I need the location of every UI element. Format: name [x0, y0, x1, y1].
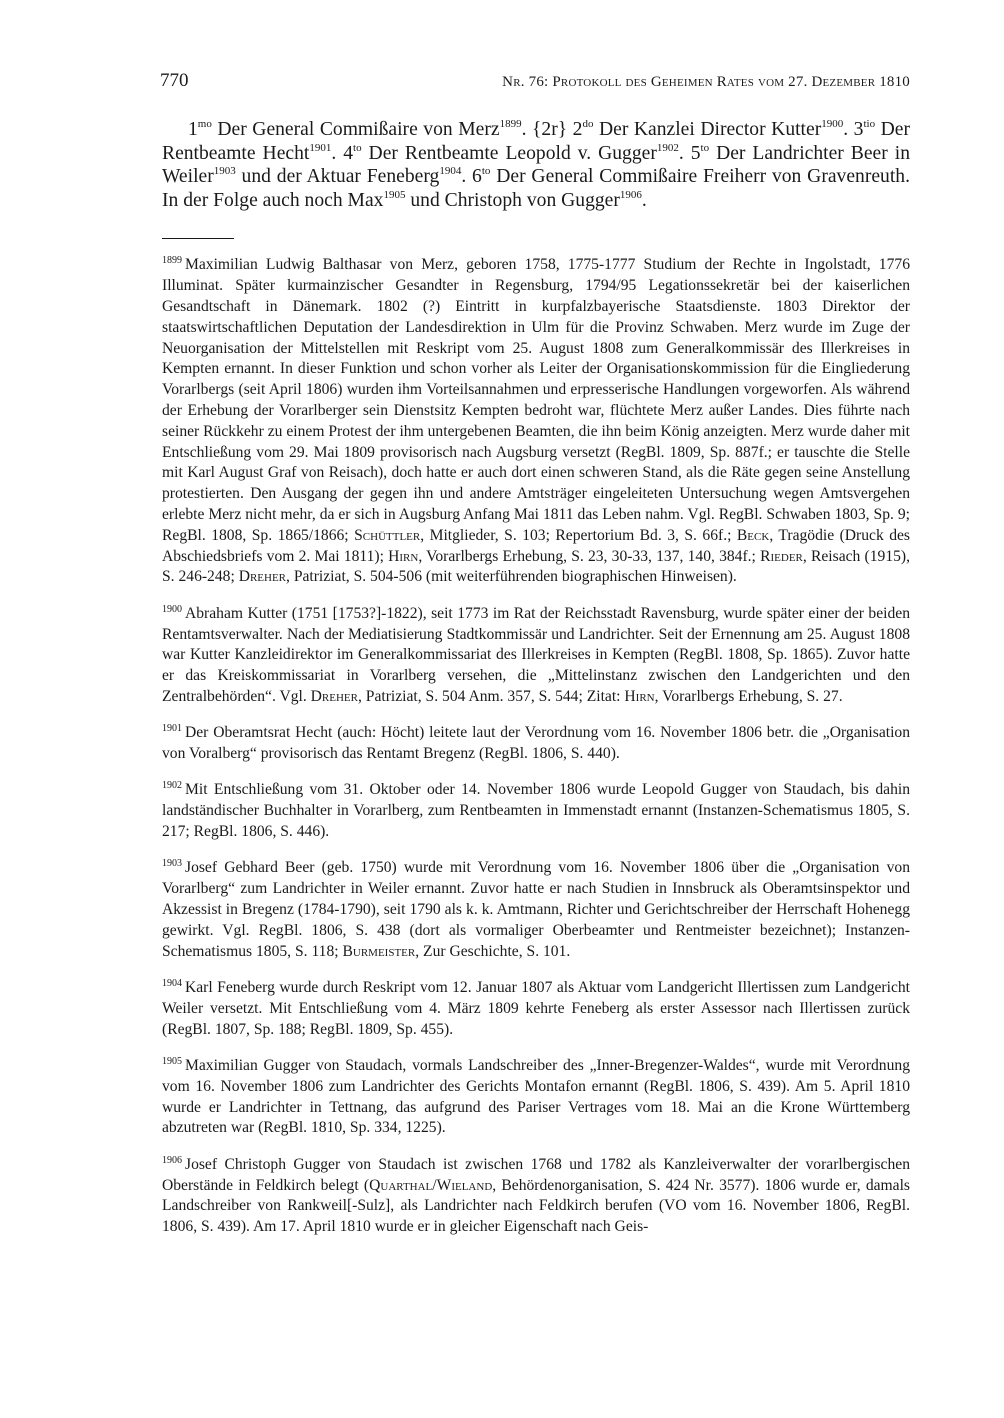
- main-text-segment: Der Kanzlei Director Kutter: [593, 119, 822, 140]
- main-text-segment: Der General Commißaire Freiherr von Gravenreuth. In der Folge auch noch Max: [162, 166, 910, 211]
- footnote-text: , Patriziat, S. 504-506 (mit weiterführenden biographischen Hinweisen).: [286, 568, 737, 586]
- footnote-1906: [162, 1155, 910, 1238]
- footnote-ref[interactable]: 1904: [439, 165, 462, 178]
- footnote-text: Josef Christoph Gugger von Staudach ist zwischen 1768 und 1782 als Kanzleiverwalter der vorarlbergischen Oberstände in Feldkirch belegt (: [162, 1155, 910, 1194]
- document-page: [162, 70, 910, 1243]
- ordinal-suffix: to: [353, 141, 362, 154]
- page-header: [162, 70, 910, 100]
- footnote-ref[interactable]: 1900: [821, 118, 844, 130]
- footnote-ref[interactable]: 1899: [499, 118, 522, 130]
- running-title: Nr. 76: Protokoll des Geheimen Rates vom 27. Dezember 1810: [502, 74, 910, 90]
- footnote-number: 1899: [162, 255, 182, 267]
- author-name: Quarthal/Wieland: [369, 1176, 493, 1194]
- footnote-number: 1900: [162, 603, 182, 615]
- footnote-ref[interactable]: 1903: [213, 165, 236, 178]
- main-text-segment: Der Rentbeamte Hecht: [162, 119, 910, 164]
- author-name: Rieder: [760, 547, 803, 565]
- footnote-text: , Vorarlbergs Erhebung, S. 27.: [654, 687, 843, 705]
- footnote-text: , Patriziat, S. 504 Anm. 357, S. 544; Zitat:: [358, 687, 625, 705]
- footnote-1900: [162, 604, 910, 708]
- footnote-ref[interactable]: 1902: [656, 141, 679, 154]
- footnote-number: 1904: [162, 978, 182, 990]
- main-text-ordinal: 1: [188, 119, 198, 140]
- main-paragraph: [162, 118, 910, 212]
- footnote-text: Josef Gebhard Beer (geb. 1750) wurde mit Verordnung vom 16. November 1806 über die „Organisation von Vorarlberg“ zum Landrichter in Weiler ernannt. Zuvor hatte er nach Studien in Innsbruck als Oberamtsinspektor und Akzessist in Bregenz (1784-1790), seit 1790 als k. k. Amtmann, Richter und Gerichtschreiber der Herrschaft Hohenegg gewirkt. Vgl. RegBl. 1806, S. 438 (dort als vormaliger Oberbeamter und Rentmeister bezeichnet); Instanzen-Schematismus 1805, S. 118;: [162, 859, 910, 960]
- ordinal-suffix: to: [700, 141, 710, 154]
- footnote-text: , Tragödie (Druck des Abschiedsbriefs vom 2. Mai 1811);: [162, 526, 911, 565]
- author-name: Dreher: [238, 568, 287, 586]
- main-text-segment: .: [641, 189, 647, 211]
- footnote-1903: [162, 858, 910, 962]
- footnote-text: Maximilian Ludwig Balthasar von Merz, geboren 1758, 1775-1777 Studium der Rechte in Ingolstadt, 1776 Illuminat. Später kurmainzischer Gesandter in Regensburg, 1794/95 Legationssekretär bei der kaiserlichen Gesandtschaft in Dänemark. 1802 (?) Eintritt in kurpfalzbayerische Staatsdienste. 1803 Direktor der staatswirtschaftlichen Deputation der Landesdirektion in Ulm für die Provinz Schwaben. Merz wurde im Zuge der Neuorganisation der Mittelstellen mit Reskript vom 25. August 1808 zum Generalkommissär des Illerkreises in Kempten ernannt. In dieser Funktion und schon vorher als Leiter der Organisationskommission für die Eingliederung Vorarlbergs (seit April 1806) wurden ihm Vorteilsannahmen und erpresserische Handlungen vorgeworfen. Als während der Erhebung der Vorarlberger sein Dienstsitz Kempten bedroht war, flüchtete Merz außer Landes. Dies führte nach seiner Rückkehr zu einem Protest der ihm untergebenen Beamten, die ihn beim König anzeigten. Merz wurde daher mit Entschließung vom 29. Mai 1809 provisorisch nach Augsburg versetzt (RegBl. 1809, Sp. 887f.; er tauschte die Stelle mit Karl August Graf von Reisach), doch hatte er auch dort einen schweren Stand, als die Räte gegen seine Anstellung protestierten. Den Ausgang der gegen ihn und andere Amtsträger eingeleiteten Untersuchung wegen Amtsvergehen erlebte Merz nicht mehr, da er sich in Augsburg Anfang Mai 1811 das Leben nahm. Vgl. RegBl. Schwaben 1803, Sp. 9; RegBl. 1808, Sp. 1865/1866;: [162, 256, 910, 544]
- main-text-segment: Der Landrichter Beer in Weiler: [162, 142, 910, 188]
- footnote-number: 1905: [162, 1056, 182, 1068]
- footnotes: [162, 255, 910, 1238]
- footnote-number: 1902: [162, 780, 182, 792]
- footnote-text: , Zur Geschichte, S. 101.: [415, 942, 571, 960]
- footnote-1904: [162, 978, 910, 1040]
- ordinal-suffix: to: [481, 165, 491, 178]
- footnote-ref[interactable]: 1905: [383, 188, 406, 201]
- footnote-text: , Mitglieder, S. 103; Repertorium Bd. 3, S. 66f.;: [420, 526, 737, 544]
- footnote-number: 1901: [162, 723, 182, 735]
- footnote-text: , Behördenorganisation, S. 424 Nr. 3577). 1806 wurde er, damals Landschreiber von Rankweil[-Sulz], als Landrichter nach Feldkirch berufen (VO vom 16. November 1806, RegBl. 1806, S. 439). Am 17. April 1810 wurde er in gleicher Eigenschaft nach Geis-: [162, 1176, 910, 1236]
- page-number: 770: [160, 70, 189, 91]
- main-text-segment: Der General Commißaire von Merz: [211, 119, 500, 140]
- ordinal-suffix: do: [582, 118, 594, 130]
- author-name: Schüttler: [354, 526, 421, 544]
- footnote-text: Abraham Kutter (1751 [1753?]-1822), seit 1773 im Rat der Reichsstadt Ravensburg, wurde später einer der beiden Rentamtsverwalter. Nach der Mediatisierung Stadtkommissär und Landrichter. Seit der Ernennung am 25. August 1808 war Kutter Kanzleidirektor im Generalkommissariat des Illerkreises in Kempten (RegBl. 1808, Sp. 1865). Zuvor hatte er das Kreiskommissariat in Vorarlberg versehen, die „Mittelinstanz zwischen den Landgerichten und den Zentralbehörden“. Vgl.: [162, 604, 910, 705]
- footnote-1901: [162, 723, 910, 765]
- main-text-segment: . 4: [331, 142, 354, 164]
- ordinal-suffix: tio: [863, 118, 876, 130]
- ordinal-suffix: mo: [197, 118, 212, 130]
- main-text-segment: und Christoph von Gugger: [405, 189, 620, 211]
- footnote-ref[interactable]: 1901: [309, 141, 332, 154]
- footnote-text: Der Oberamtsrat Hecht (auch: Höcht) leitete laut der Verordnung vom 16. November 1806 betr. die „Organisation von Voralberg“ provisorisch das Rentamt Bregenz (RegBl. 1806, S. 440).: [162, 724, 910, 763]
- footnote-separator: [162, 238, 234, 239]
- author-name: Beck: [736, 526, 770, 544]
- author-name: Dreher: [310, 687, 358, 705]
- footnote-text: , Vorarlbergs Erhebung, S. 23, 30-33, 137, 140, 384f.;: [418, 547, 761, 565]
- footnote-text: Mit Entschließung vom 31. Oktober oder 14. November 1806 wurde Leopold Gugger von Staudach, bis dahin landständischer Buchhalter in Vorarlberg, zum Rentbeamten in Immenstadt ernannt (Instanzen-Schematismus 1805, S. 217; RegBl. 1806, S. 446).: [162, 781, 910, 841]
- footnote-1899: [162, 255, 910, 588]
- footnote-ref[interactable]: 1906: [619, 188, 642, 201]
- footnote-text: , Reisach (1915), S. 246-248;: [162, 547, 911, 586]
- footnote-1905: [162, 1056, 910, 1139]
- author-name: Burmeister: [342, 942, 416, 960]
- author-name: Hirn: [388, 547, 419, 565]
- main-text-segment: . {2r} 2: [521, 119, 583, 140]
- footnote-number: 1903: [162, 858, 182, 870]
- footnote-1902: [162, 780, 910, 842]
- main-text-segment: Der Rentbeamte Leopold v. Gugger: [361, 142, 657, 164]
- main-text-segment: und der Aktuar Feneberg: [235, 166, 440, 188]
- footnote-text: Maximilian Gugger von Staudach, vormals Landschreiber des „Inner-Bregenzer-Waldes“, wurde mit Verordnung vom 16. November 1806 zum Landrichter des Gerichts Montafon ernannt (RegBl. 1806, S. 439). Am 5. April 1810 wurde er Landrichter in Tettnang, das aufgrund des Pariser Vertrages vom 18. Mai an die Krone Württemberg abzutreten war (RegBl. 1810, Sp. 334, 1225).: [162, 1057, 910, 1137]
- footnote-number: 1906: [162, 1154, 182, 1166]
- main-text-segment: . 6: [461, 166, 482, 188]
- main-text-segment: . 3: [843, 119, 864, 140]
- author-name: Hirn: [624, 687, 655, 705]
- main-text-segment: . 5: [678, 142, 701, 164]
- footnote-text: Karl Feneberg wurde durch Reskript vom 12. Januar 1807 als Aktuar vom Landgericht Illertissen zum Landgericht Weiler versetzt. Mit Entschließung vom 4. März 1809 kehrte Feneberg als erster Assessor nach Illertissen zurück (RegBl. 1807, Sp. 188; RegBl. 1809, Sp. 455).: [162, 979, 910, 1038]
